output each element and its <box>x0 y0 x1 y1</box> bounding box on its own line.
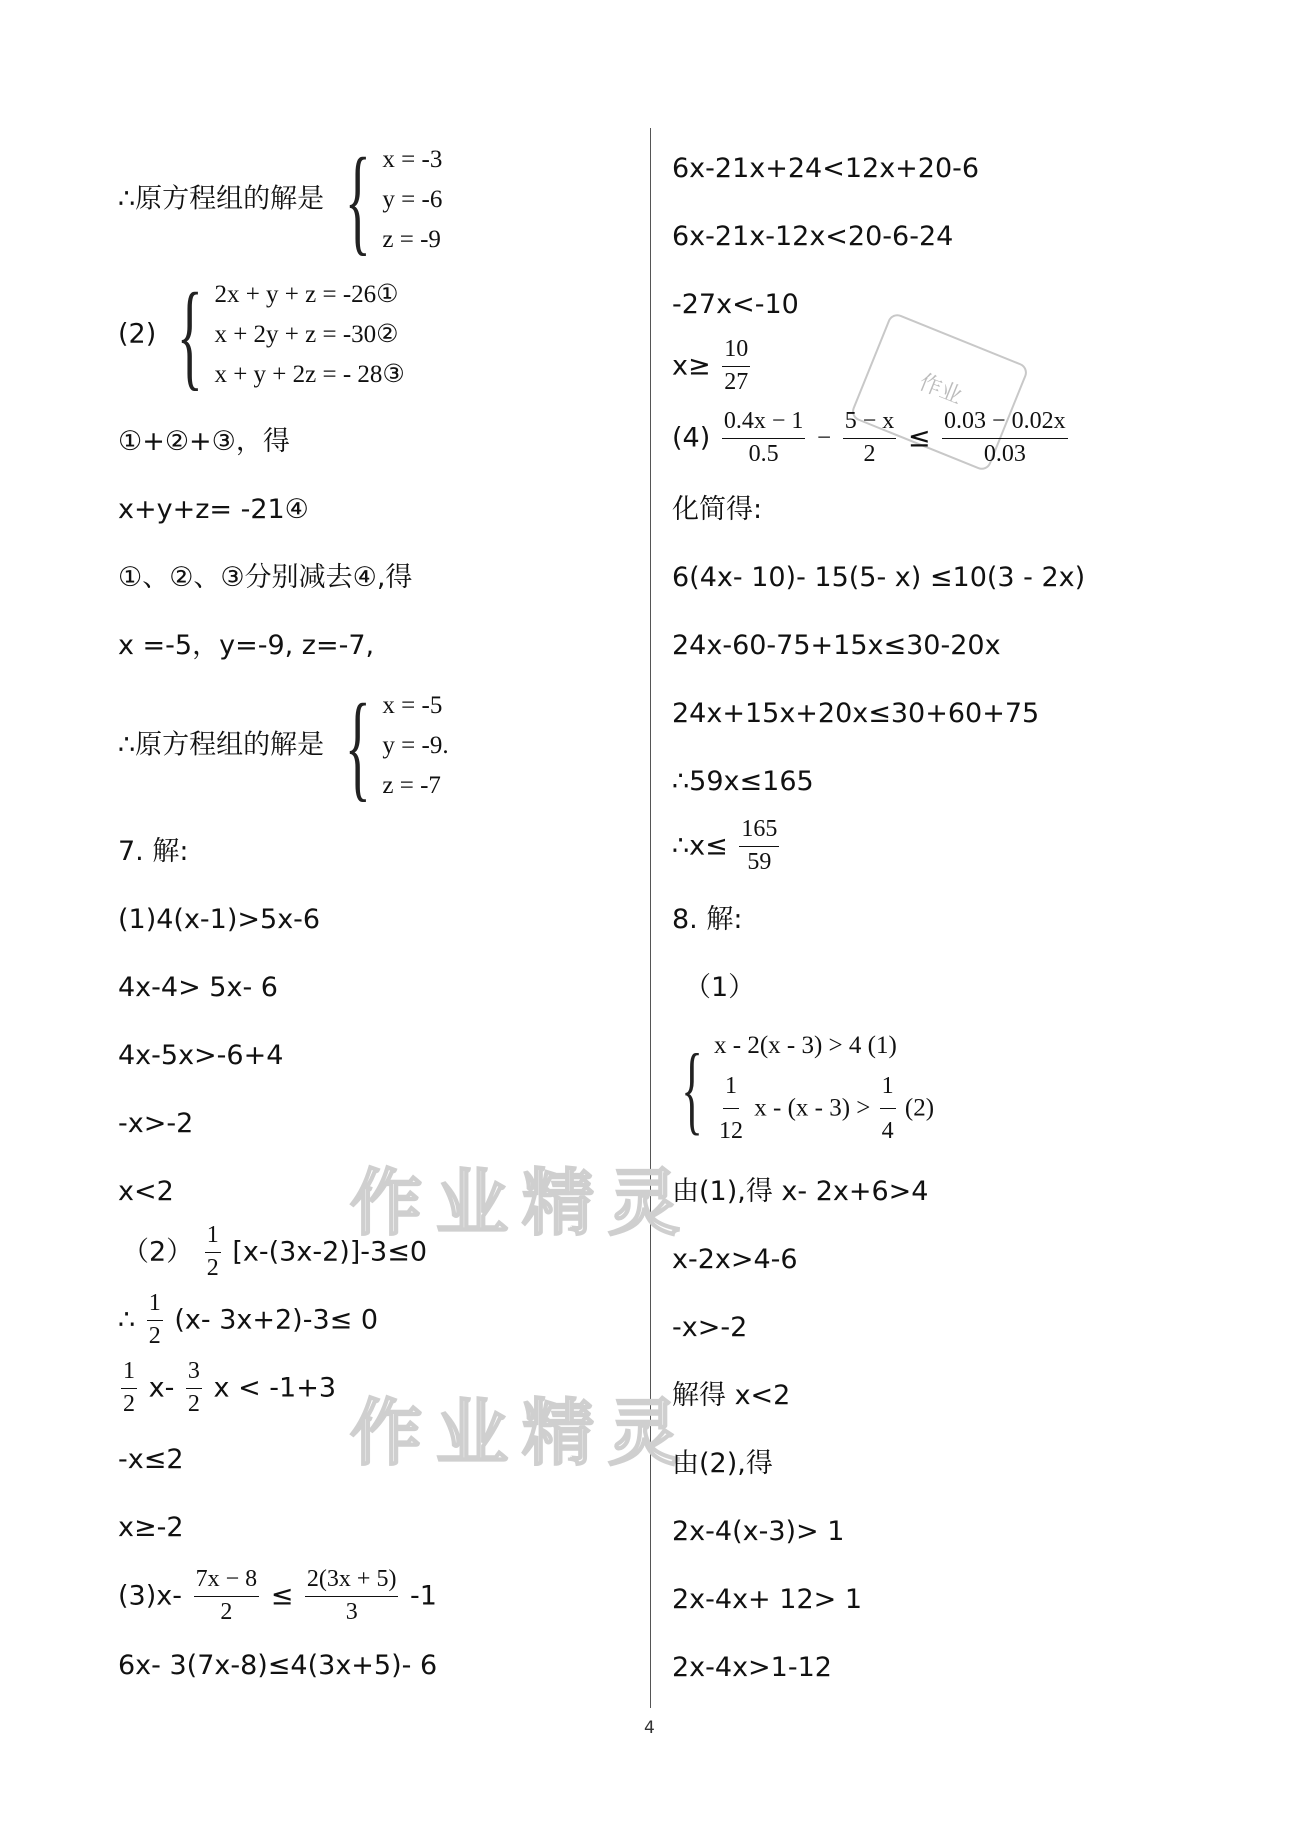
fraction: $\frac{0.4x - 1}{0.5}$ <box>723 408 804 467</box>
text-line: -27x<-10 <box>672 289 799 320</box>
equation-system: { 2x + y + z = -26① x + 2y + z = -30② x + y + 2z = - 28③ <box>176 268 405 401</box>
text-line: 6(4x- 10)- 15(5- x) ≤10(3 - 2x) <box>672 562 1086 593</box>
fraction: $\frac{165}{59}$ <box>741 816 778 875</box>
solution-line: ∴原方程组的解是 { x = -5 y = -9. z = -7 <box>118 679 449 812</box>
fraction: $\frac{1}{2}$ <box>123 1358 135 1417</box>
fraction-line: ∴x≤ $\frac{165}{59}$ <box>672 816 778 875</box>
text-line: 由(2),得 <box>672 1448 773 1479</box>
text-line: 2x-4(x-3)> 1 <box>672 1516 845 1547</box>
solution-system: { x = -3 y = -6 z = -9 <box>344 133 443 266</box>
text-line: 由(1),得 x- 2x+6>4 <box>672 1176 929 1207</box>
text-line: x-2x>4-6 <box>672 1244 798 1275</box>
fraction: $\frac{0.03 - 0.02x}{0.03}$ <box>944 408 1066 467</box>
fraction: $\frac{10}{27}$ <box>724 336 749 395</box>
text-line: 4x-5x>-6+4 <box>118 1040 284 1071</box>
text-line: x≥-2 <box>118 1512 184 1543</box>
text-line: x+y+z= -21④ <box>118 494 309 525</box>
solution-line: ∴原方程组的解是 { x = -3 y = -6 z = -9 <box>118 133 443 266</box>
text-line: 7. 解: <box>118 836 189 867</box>
page-number: 4 <box>644 1718 655 1738</box>
fraction-line: (3)x- $\frac{7x - 8}{2}$ ≤ $\frac{2(3x + 5)}{3}$ -1 <box>118 1566 437 1625</box>
fraction-line: $\frac{1}{2}$ x- $\frac{3}{2}$ x < -1+3 <box>123 1358 337 1417</box>
text-line: (1)4(x-1)>5x-6 <box>118 904 321 935</box>
text-line: -x>-2 <box>118 1108 194 1139</box>
watermark: 作业精灵 <box>350 1161 695 1245</box>
text-line: 化简得: <box>672 494 763 525</box>
text-line: ①、②、③分别减去④,得 <box>118 562 413 593</box>
text-line: 6x-21x+24<12x+20-6 <box>672 153 980 184</box>
text-line: 2x-4x>1-12 <box>672 1652 832 1683</box>
fraction-line: ∴ $\frac{1}{2}$ (x- 3x+2)-3≤ 0 <box>118 1290 379 1349</box>
text-line: 2x-4x+ 12> 1 <box>672 1584 863 1615</box>
fraction: $\frac{3}{2}$ <box>187 1358 200 1417</box>
text-line: x =-5，y=-9, z=-7, <box>118 630 375 661</box>
text-line: -x>-2 <box>672 1312 748 1343</box>
text-line: ①+②+③，得 <box>118 426 290 457</box>
text-line: （1） <box>684 972 756 1003</box>
stamp-mark: 作业 <box>849 311 1030 473</box>
text-line: 6x- 3(7x-8)≤4(3x+5)- 6 <box>118 1650 438 1681</box>
text-line: ∴59x≤165 <box>672 766 814 797</box>
equation-system-line: (2) { 2x + y + z = -26① x + 2y + z = -30② x + y + 2z = - 28③ <box>118 268 405 401</box>
fraction: $\frac{1}{12}$ <box>717 1066 745 1151</box>
fraction: $\frac{2(3x + 5)}{3}$ <box>306 1566 397 1625</box>
fraction-line: （2） $\frac{1}{2}$ [x-(3x-2)]-3≤0 <box>122 1222 428 1281</box>
fraction: $\frac{1}{2}$ <box>148 1290 161 1349</box>
text-line: 6x-21x-12x<20-6-24 <box>672 221 954 252</box>
text-line: 解得 x<2 <box>672 1380 791 1411</box>
text-line: -x≤2 <box>118 1444 184 1475</box>
fraction: $\frac{1}{2}$ <box>206 1222 219 1281</box>
fraction: $\frac{7x - 8}{2}$ <box>195 1566 258 1625</box>
watermark: 作业精灵 <box>350 1391 695 1475</box>
fraction-line: (4) $\frac{0.4x - 1}{0.5}$ − $\frac{5 - x}{2}$ ≤ $\frac{0.03 - 0.02x}{0.03}$ <box>672 408 1066 467</box>
text-line: 8. 解: <box>672 904 743 935</box>
fraction: $\frac{5 - x}{2}$ <box>844 408 895 467</box>
fraction: $\frac{1}{4}$ <box>880 1066 896 1151</box>
text-line: x<2 <box>118 1176 174 1207</box>
text-line: 24x+15x+20x≤30+60+75 <box>672 698 1040 729</box>
solution-system: { x = -5 y = -9. z = -7 <box>344 679 449 812</box>
fraction-line: x≥ $\frac{10}{27}$ <box>672 336 749 395</box>
text-line: 4x-4> 5x- 6 <box>118 972 278 1003</box>
inequality-system: { x - 2(x - 3) > 4 (1) $\frac{1}{12}$ x - (x - 3) > $\frac{1}{4}$ (2) <box>672 1026 934 1151</box>
text-line: 24x-60-75+15x≤30-20x <box>672 630 1001 661</box>
